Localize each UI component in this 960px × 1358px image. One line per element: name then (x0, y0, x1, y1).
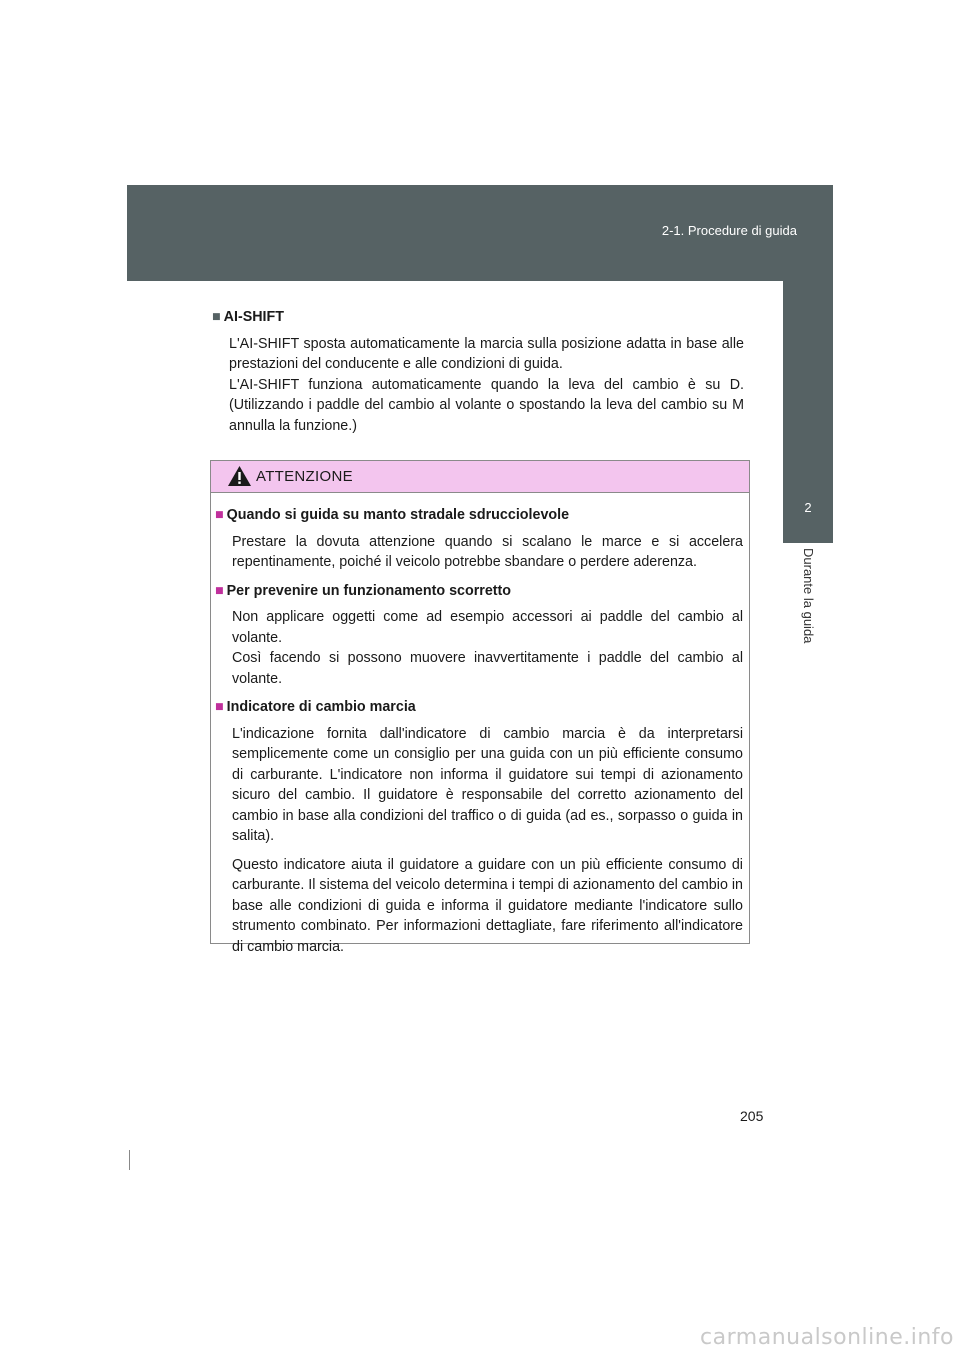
warning-item-body (215, 532, 743, 573)
chapter-tab (783, 281, 833, 543)
warning-paragraph: Non applicare oggetti come ad esempio accessori ai paddle del cambio al volante. (232, 609, 743, 646)
ai-shift-paragraph: L'AI-SHIFT funziona automaticamente quando la leva del cambio è su D. (Utilizzando i paddle del cambio al volante o spostando la leva del cambio su M annulla la funzione.) (229, 376, 744, 434)
ai-shift-heading-text: AI-SHIFT (223, 309, 284, 325)
header-band (127, 185, 833, 281)
warning-paragraph: L'indicazione fornita dall'indicatore di cambio marcia è da interpretarsi semplicemente come un consiglio per una guida con un più efficiente consumo di carburante. L'indicatore non informa il guidatore sui tempi di azionamento sicuro del cambio. Il guidatore è responsabile del corretto azionamento del cambio in base alla condizioni del traffico o di guida (ad es., sorpasso o guida in salita). (232, 725, 743, 844)
warning-item-body (215, 724, 743, 958)
warning-paragraph: Così facendo si possono muovere inavvertitamente i paddle del cambio al volante. (232, 650, 743, 687)
square-bullet-icon: ■ (215, 507, 224, 523)
ai-shift-paragraph: L'AI-SHIFT sposta automaticamente la marcia sulla posizione adatta in base alle prestazioni del conducente e alle condizioni di guida. (229, 335, 744, 372)
warning-item-heading-text: Quando si guida su manto stradale sdrucciolevole (226, 507, 570, 523)
square-bullet-icon: ■ (212, 309, 221, 325)
ai-shift-section (212, 307, 744, 436)
section-title: 2-1. Procedure di guida (661, 223, 797, 238)
warning-body (211, 493, 749, 957)
warning-item-heading (215, 581, 743, 602)
page-number: 205 (740, 1108, 764, 1124)
warning-item-slippery-road (215, 505, 743, 573)
warning-item-body (215, 607, 743, 689)
warning-box (210, 460, 750, 955)
warning-item-shift-indicator (215, 697, 743, 957)
warning-paragraph: Questo indicatore aiuta il guidatore a guidare con un più efficiente consumo di carburante. Il sistema del veicolo determina i tempi di azionamento del cambio in base alle condizioni di guida e informa il guidatore mediante l'indicatore sullo strumento combinato. Per informazioni dettagliate, fare riferimento all'indicatore di cambio marcia. (232, 856, 743, 955)
chapter-label: Durante la guida (801, 548, 816, 644)
warning-item-heading (215, 505, 743, 526)
watermark: carmanualsonline.info (700, 1325, 954, 1350)
warning-title: ATTENZIONE (256, 468, 353, 485)
chapter-number: 2 (804, 500, 812, 515)
warning-paragraph: Prestare la dovuta attenzione quando si scalano le marce e si accelera repentinamente, poiché il veicolo potrebbe sbandare o perdere aderenza. (232, 533, 743, 570)
warning-triangle-icon (227, 465, 252, 487)
warning-item-heading (215, 697, 743, 718)
square-bullet-icon: ■ (215, 582, 224, 599)
warning-item-heading-text: Per prevenire un funzionamento scorretto (226, 582, 512, 599)
warning-header (211, 461, 749, 493)
warning-item-incorrect-operation (215, 581, 743, 690)
margin-mark (129, 1150, 130, 1170)
warning-item-heading-text: Indicatore di cambio marcia (226, 699, 416, 715)
ai-shift-heading (212, 307, 744, 328)
square-bullet-icon: ■ (215, 699, 224, 715)
ai-shift-body (212, 334, 744, 437)
